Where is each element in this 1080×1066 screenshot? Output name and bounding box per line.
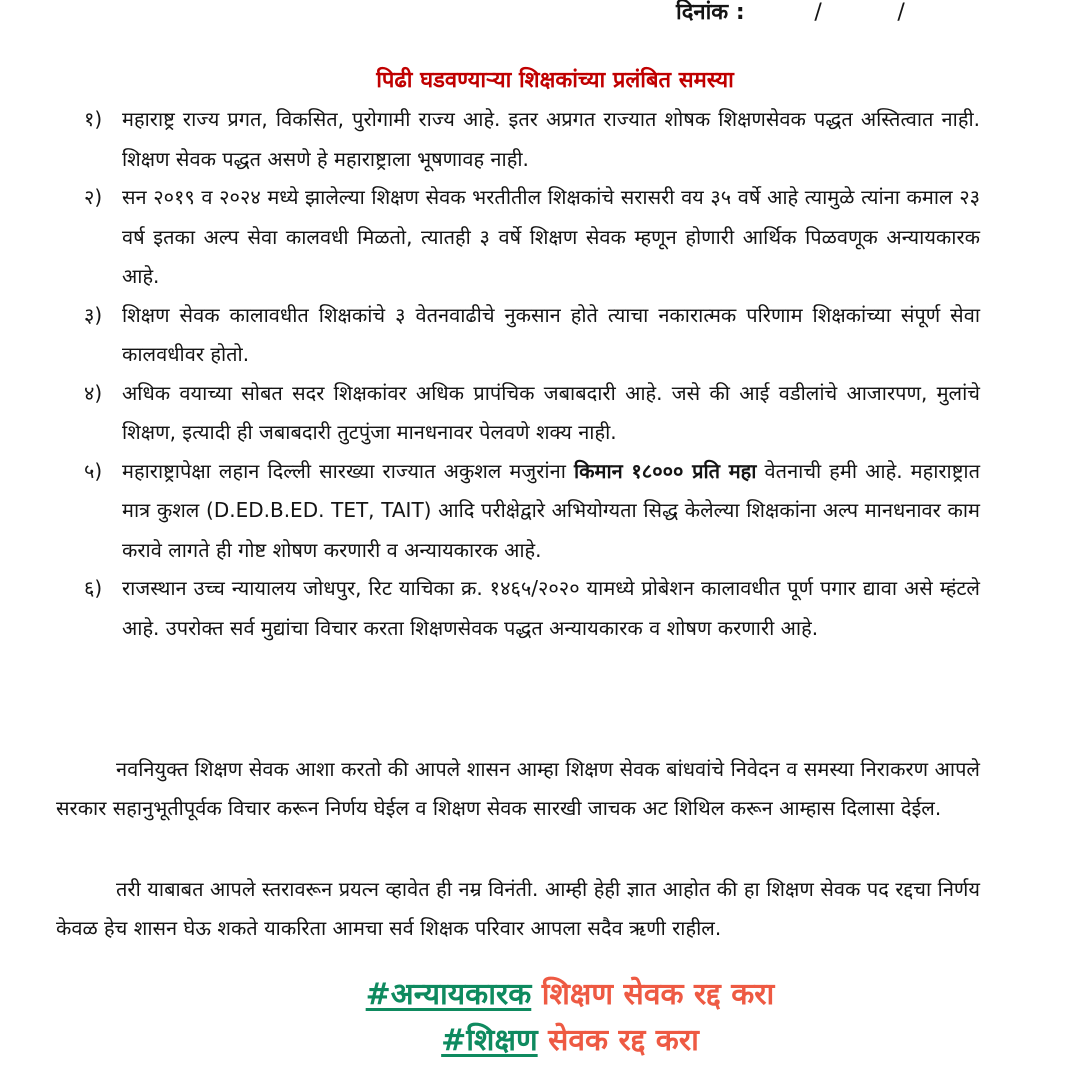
issue-text: शिक्षण सेवक कालावधीत शिक्षकांचे ३ वेतनवाढीचे नुकसान होते त्याचा नकारात्मक परिणाम शिक्षकांच्या संपूर्ण सेवा कालवधीवर होतो. — [122, 302, 980, 366]
issue-number: १) — [84, 107, 103, 131]
request-paragraph: नवनियुक्त शिक्षण सेवक आशा करतो की आपले शासन आम्हा शिक्षण सेवक बांधवांचे निवेदन व समस्या निराकरण आपले सरकार सहानुभूतीपूर्वक विचार करून निर्णय घेईल व शिक्षण सेवक सारखी जाचक अट शिथिल करून आम्हास दिलासा देईल. — [56, 757, 980, 820]
hashtag-line — [0, 1018, 1080, 1059]
date-label: दिनांक : — [676, 0, 745, 25]
issue-item — [84, 296, 980, 375]
issue-text: राजस्थान उच्च न्यायालय जोधपुर, रिट याचिका क्र. १४६५/२०२० यामध्ये प्रोबेशन कालावधीत पूर्ण पगार द्यावा असे म्हंटले आहे. उपरोक्त सर्व मुद्यांचा विचार करता शिक्षणसेवक पद्धत अन्यायकारक व शोषण करणारी आहे. — [122, 576, 980, 640]
hashtag-slogan: सेवक रद्द करा — [537, 1023, 699, 1058]
issue-text-bold: किमान १८००० प्रति महा — [573, 458, 757, 483]
issue-text: अधिक वयाच्या सोबत सदर शिक्षकांवर अधिक प्रापंचिक जबाबदारी आहे. जसे की आई वडीलांचे आजारपण, मुलांचे शिक्षण, इत्यादी ही जबाबदारी तुटपुंजा मानधनावर पेलवणे शक्य नाही. — [122, 380, 980, 444]
issue-number: ६) — [84, 576, 103, 600]
issue-number: ५) — [84, 458, 103, 483]
issue-number: २) — [84, 185, 103, 209]
issue-item — [84, 374, 980, 453]
issue-text-after: वेतनाची हमी आहे. महाराष्ट्रात मात्र कुशल (D.ED.B.ED. TET, TAIT) आदि परीक्षेद्वारे अभियोग्यता सिद्ध केलेल्या शिक्षकांना अल्प मानधनावर काम करावे लागते ही गोष्ट शोषण करणारी व अन्यायकारक आहे. — [122, 458, 980, 562]
hashtag: #अन्यायकारक — [365, 977, 532, 1012]
issue-item — [84, 100, 980, 179]
hashtag-slogan: शिक्षण सेवक रद्द करा — [531, 977, 775, 1012]
issue-text: महाराष्ट्र राज्य प्रगत, विकसित, पुरोगामी राज्य आहे. इतर अप्रगत राज्यात शोषक शिक्षणसेवक पद्धत अस्तित्वात नाही. शिक्षण सेवक पद्धत असणे हे महाराष्ट्राला भूषणावह नाही. — [122, 107, 980, 171]
issue-item — [84, 178, 980, 297]
date-line — [676, 0, 905, 26]
issue-item — [84, 569, 980, 648]
hashtag: #शिक्षण — [441, 1023, 538, 1058]
issue-text-before: महाराष्ट्रापेक्षा लहान दिल्ली सारख्या राज्यात अकुशल मजुरांना — [122, 458, 574, 483]
document-title: पिढी घडवण्याऱ्या शिक्षकांच्या प्रलंबित समस्या — [376, 68, 734, 93]
issue-number: ४) — [84, 380, 103, 405]
issues-list — [84, 100, 980, 647]
date-slash: / — [897, 0, 905, 25]
issue-number: ३) — [84, 302, 103, 327]
issue-text: सन २०१९ व २०२४ मध्ये झालेल्या शिक्षण सेवक भरतीतील शिक्षकांचे सरासरी वय ३५ वर्षे आहे त्यामुळे त्यांना कमाल २३ वर्ष इतका अल्प सेवा कालवधी मिळतो, त्यातही ३ वर्षे शिक्षण सेवक म्हणून होणारी आर्थिक पिळवणूक अन्यायकारक आहे. — [122, 185, 980, 288]
date-slash: / — [814, 0, 822, 25]
issue-item — [84, 452, 980, 571]
hashtag-line — [0, 972, 1080, 1013]
closing-paragraph: तरी याबाबत आपले स्तरावरून प्रयत्न व्हावेत ही नम्र विनंती. आम्ही हेही ज्ञात आहोत की हा शिक्षण सेवक पद रद्दचा निर्णय केवळ हेच शासन घेऊ शकते याकरिता आमचा सर्व शिक्षक परिवार आपला सदैव ऋणी राहील. — [56, 877, 980, 940]
